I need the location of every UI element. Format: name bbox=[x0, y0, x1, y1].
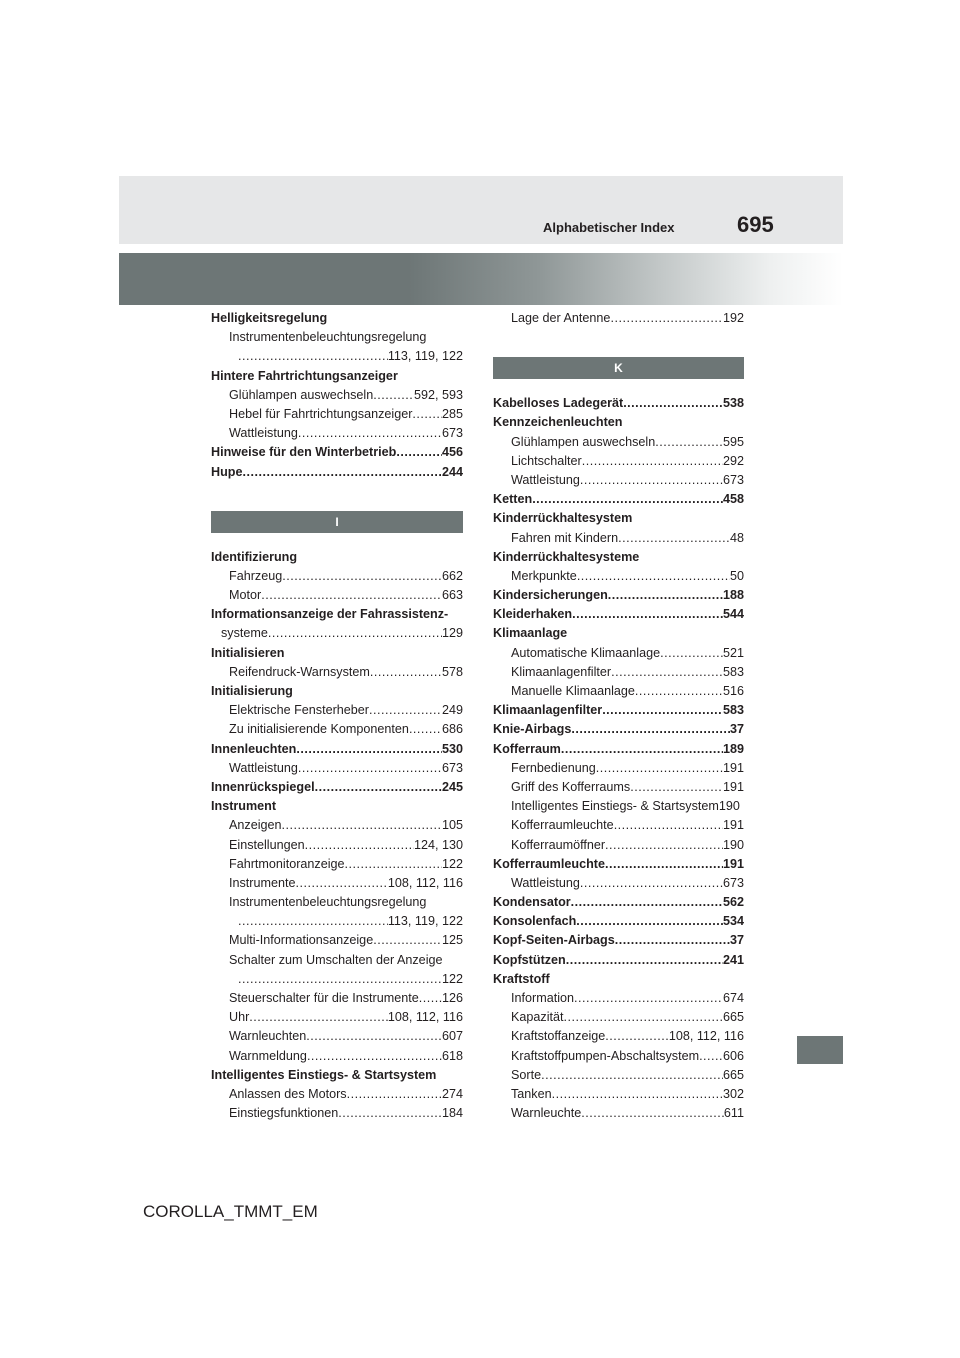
index-subentry bbox=[211, 1027, 463, 1046]
index-subentry bbox=[493, 836, 744, 855]
page-reference: 674 bbox=[722, 991, 744, 1005]
entry-label: Instrument bbox=[211, 799, 277, 814]
leader-dots bbox=[345, 855, 442, 874]
entry-label: Manuelle Klimaanlage bbox=[511, 684, 635, 698]
page-reference: 583 bbox=[722, 664, 744, 679]
entry-label: Instrumente bbox=[229, 875, 296, 890]
index-subentry bbox=[211, 836, 463, 855]
page-reference: 122 bbox=[441, 856, 463, 871]
entry-label: Wattleistung bbox=[511, 472, 580, 487]
leader-dots bbox=[615, 931, 730, 950]
leader-dots bbox=[699, 1047, 723, 1066]
page-reference: 611 bbox=[723, 1106, 744, 1121]
leader-dots bbox=[298, 759, 442, 778]
leader-dots bbox=[373, 931, 442, 950]
index-subentry bbox=[211, 912, 463, 931]
entry-label: Einstiegsfunktionen bbox=[229, 1106, 339, 1121]
leader-dots bbox=[298, 424, 442, 443]
index-subentry bbox=[211, 989, 463, 1008]
entry-label: Intelligentes Einstiegs- & Startsystem bbox=[211, 1067, 437, 1082]
entry-label: Klimaanlagenfilter bbox=[511, 664, 612, 679]
entry-label: Kopfstützen bbox=[493, 952, 566, 967]
page-reference: 191 bbox=[722, 818, 744, 833]
leader-dots bbox=[338, 1104, 442, 1123]
index-entry bbox=[211, 1066, 463, 1085]
page-reference: 244 bbox=[441, 464, 463, 479]
entry-label: Zu initialisierende Komponenten bbox=[229, 722, 409, 737]
entry-label: Fahrzeug bbox=[229, 568, 283, 583]
leader-dots bbox=[660, 644, 723, 663]
leader-dots bbox=[238, 912, 388, 931]
index-entry bbox=[211, 367, 463, 386]
leader-dots bbox=[561, 740, 723, 759]
entry-label: Sorte bbox=[511, 1067, 542, 1082]
entry-label: Kofferraumöffner bbox=[511, 837, 606, 852]
letter-header-k: K bbox=[493, 357, 744, 379]
leader-dots bbox=[238, 970, 442, 989]
entry-label: Kraftstoffpumpen-Abschaltsystem bbox=[511, 1048, 700, 1063]
index-entry bbox=[493, 740, 744, 759]
leader-dots bbox=[268, 624, 442, 643]
leader-dots bbox=[580, 874, 723, 893]
index-subentry bbox=[211, 586, 463, 605]
index-subentry bbox=[211, 931, 463, 950]
page-reference: 673 bbox=[722, 472, 744, 487]
page-reference: 191 bbox=[722, 760, 744, 775]
index-entry bbox=[493, 701, 744, 720]
index-entry bbox=[211, 443, 463, 462]
leader-dots bbox=[307, 1047, 442, 1066]
leader-dots bbox=[532, 490, 723, 509]
thumb-index-tab bbox=[797, 1036, 843, 1064]
leader-dots bbox=[370, 663, 442, 682]
page-reference: 37 bbox=[729, 933, 744, 948]
page-reference: 191 bbox=[722, 779, 744, 794]
page-reference: 665 bbox=[722, 1010, 744, 1025]
page-reference: 113, 119, 122 bbox=[387, 349, 463, 364]
page-reference: 285 bbox=[441, 406, 463, 421]
page-reference: 673 bbox=[441, 426, 463, 441]
entry-label: Fahrtmonitoranzeige bbox=[229, 856, 345, 871]
page-reference: 108, 112, 116 bbox=[387, 875, 463, 890]
index-block-continued bbox=[493, 309, 744, 328]
index-entry bbox=[211, 309, 463, 328]
index-entry bbox=[493, 509, 744, 528]
entry-label: Automatische Klimaanlage bbox=[511, 645, 661, 660]
index-entry bbox=[211, 778, 463, 797]
page-reference: 665 bbox=[722, 1067, 744, 1082]
leader-dots bbox=[605, 855, 723, 874]
entry-label: Steuerschalter für die Instrumente bbox=[229, 991, 419, 1005]
page-reference: 192 bbox=[722, 311, 744, 325]
index-subentry bbox=[493, 1104, 744, 1123]
entry-label: Kapazität bbox=[511, 1010, 564, 1025]
page-reference: 606 bbox=[722, 1048, 744, 1063]
entry-label: Lichtschalter bbox=[511, 453, 582, 468]
entry-label: Ketten bbox=[493, 492, 533, 507]
index-subentry bbox=[211, 567, 463, 586]
header-band bbox=[119, 176, 843, 244]
leader-dots bbox=[596, 759, 723, 778]
index-subentry bbox=[493, 816, 744, 835]
entry-label: Klimaanlage bbox=[493, 626, 568, 641]
page-reference: 105 bbox=[441, 818, 463, 833]
page-reference: 126 bbox=[441, 991, 463, 1005]
entry-label: Identifizierung bbox=[211, 549, 298, 564]
index-subentry bbox=[493, 778, 744, 797]
entry-label: Glühlampen auswechseln bbox=[511, 434, 656, 449]
index-entry bbox=[211, 548, 463, 567]
entry-label: Wattleistung bbox=[229, 426, 298, 441]
page-reference: 534 bbox=[722, 914, 744, 929]
page-reference: 190 bbox=[722, 837, 744, 852]
index-entry bbox=[493, 413, 744, 432]
leader-dots bbox=[282, 816, 442, 835]
index-block-i bbox=[211, 548, 463, 1124]
entry-label: Warnmeldung bbox=[229, 1048, 307, 1063]
index-subentry bbox=[211, 816, 463, 835]
index-subentry bbox=[211, 893, 463, 912]
page-reference: 241 bbox=[722, 952, 744, 967]
page-reference: 188 bbox=[722, 588, 744, 603]
entry-label: Elektrische Fensterheber bbox=[229, 703, 369, 718]
leader-dots bbox=[347, 1085, 442, 1104]
leader-dots bbox=[605, 836, 723, 855]
entry-label: Intelligentes Einstiegs- & Startsystem190 bbox=[511, 799, 740, 814]
section-title: Alphabetischer Index bbox=[543, 220, 675, 235]
decorative-gradient-band bbox=[119, 253, 843, 305]
entry-label: Kofferraumleuchte bbox=[511, 818, 614, 833]
entry-label: Glühlampen auswechseln bbox=[229, 387, 374, 402]
leader-dots bbox=[623, 394, 723, 413]
index-column-right bbox=[493, 309, 744, 1123]
entry-label: Initialisierung bbox=[211, 684, 293, 698]
entry-label: Knie-Airbags bbox=[493, 722, 572, 737]
index-subentry bbox=[211, 1008, 463, 1027]
entry-label: Kabelloses Ladegerät bbox=[493, 396, 624, 411]
index-entry bbox=[493, 394, 744, 413]
leader-dots bbox=[261, 586, 442, 605]
page-reference: 108, 112, 116 bbox=[668, 1029, 744, 1044]
entry-label: Fahren mit Kindern bbox=[511, 530, 619, 545]
index-subentry bbox=[493, 759, 744, 778]
leader-dots bbox=[655, 433, 723, 452]
page-reference: 125 bbox=[441, 933, 463, 948]
page-reference: 37 bbox=[729, 722, 744, 737]
index-entry bbox=[211, 797, 463, 816]
index-subentry bbox=[211, 970, 463, 989]
entry-label: Hintere Fahrtrichtungsanzeiger bbox=[211, 368, 398, 383]
index-subentry bbox=[211, 405, 463, 424]
page-reference: 122 bbox=[441, 971, 463, 986]
index-entry bbox=[493, 951, 744, 970]
index-entry bbox=[211, 463, 463, 482]
leader-dots bbox=[552, 1085, 723, 1104]
index-subentry bbox=[211, 874, 463, 893]
index-entry bbox=[493, 855, 744, 874]
index-subentry bbox=[211, 328, 463, 347]
entry-label: Motor bbox=[229, 588, 262, 603]
entry-label: Warnleuchte bbox=[511, 1106, 582, 1121]
page-reference: 583 bbox=[722, 703, 744, 718]
page-reference: 673 bbox=[441, 760, 463, 775]
entry-label: Hinweise für den Winterbetrieb bbox=[211, 445, 397, 460]
leader-dots bbox=[369, 701, 442, 720]
page-reference: 456 bbox=[441, 445, 463, 460]
index-subentry bbox=[493, 433, 744, 452]
leader-dots bbox=[580, 471, 723, 490]
leader-dots bbox=[296, 874, 388, 893]
index-entry bbox=[493, 970, 744, 989]
entry-label: Wattleistung bbox=[229, 760, 298, 775]
index-subentry bbox=[211, 386, 463, 405]
entry-label: Schalter zum Umschalten der Anzeige bbox=[229, 952, 443, 967]
index-subentry bbox=[211, 624, 463, 643]
entry-label: Warnleuchten bbox=[229, 1029, 307, 1044]
index-entry bbox=[493, 893, 744, 912]
leader-dots bbox=[238, 347, 388, 366]
index-entry bbox=[493, 624, 744, 643]
entry-label: Griff des Kofferraums bbox=[511, 779, 631, 794]
entry-label: Instrumentenbeleuchtungsregelung bbox=[229, 330, 427, 345]
index-subentry bbox=[493, 989, 744, 1008]
leader-dots bbox=[635, 682, 723, 701]
entry-label: Hebel für Fahrtrichtungsanzeiger bbox=[229, 406, 413, 421]
leader-dots bbox=[419, 989, 442, 1008]
page-reference: 48 bbox=[729, 530, 744, 545]
index-subentry bbox=[493, 1027, 744, 1046]
index-subentry bbox=[211, 701, 463, 720]
index-entry bbox=[211, 605, 463, 624]
leader-dots bbox=[409, 720, 442, 739]
entry-label: Uhr bbox=[229, 1010, 250, 1025]
page-reference: 249 bbox=[441, 703, 463, 718]
index-column-left bbox=[211, 309, 463, 1123]
index-subentry bbox=[493, 874, 744, 893]
page-reference: 292 bbox=[722, 453, 744, 468]
page-reference: 562 bbox=[722, 895, 744, 910]
leader-dots bbox=[305, 836, 414, 855]
index-entry bbox=[493, 548, 744, 567]
entry-label: Helligkeitsregelung bbox=[211, 311, 328, 325]
index-subentry bbox=[211, 663, 463, 682]
entry-label: Konsolenfach bbox=[493, 914, 577, 929]
entry-label: Multi-Informationsanzeige bbox=[229, 933, 374, 948]
entry-label: Kindersicherungen bbox=[493, 588, 608, 603]
leader-dots bbox=[618, 529, 730, 548]
entry-label: Kofferraum bbox=[493, 741, 561, 756]
letter-header-i: I bbox=[211, 511, 463, 533]
entry-label: Reifendruck-Warnsystem bbox=[229, 664, 370, 679]
leader-dots bbox=[602, 701, 723, 720]
page-reference: 184 bbox=[441, 1106, 463, 1121]
index-subentry bbox=[493, 1047, 744, 1066]
entry-label: Anlassen des Motors bbox=[229, 1086, 347, 1101]
page-reference: 245 bbox=[441, 779, 463, 794]
entry-label: Kinderrückhaltesysteme bbox=[493, 549, 640, 564]
entry-label: Tanken bbox=[511, 1086, 552, 1101]
index-subentry bbox=[211, 855, 463, 874]
entry-label: Informationsanzeige der Fahrassistenz- bbox=[211, 607, 449, 622]
entry-label: Kraftstoff bbox=[493, 971, 550, 986]
index-subentry bbox=[493, 529, 744, 548]
entry-label: Fernbedienung bbox=[511, 760, 596, 775]
entry-label: Kleiderhaken bbox=[493, 607, 573, 622]
leader-dots bbox=[581, 1104, 724, 1123]
leader-dots bbox=[566, 951, 723, 970]
entry-label: Klimaanlagenfilter bbox=[493, 703, 603, 718]
page-reference: 50 bbox=[729, 568, 744, 583]
index-entry bbox=[493, 912, 744, 931]
entry-label: Anzeigen bbox=[229, 818, 282, 833]
index-subentry bbox=[211, 1085, 463, 1104]
leader-dots bbox=[373, 386, 414, 405]
leader-dots bbox=[564, 1008, 723, 1027]
page-reference: 516 bbox=[722, 684, 744, 698]
entry-label: Lage der Antenne bbox=[511, 311, 611, 325]
index-entry bbox=[493, 586, 744, 605]
entry-label: Kofferraumleuchte bbox=[493, 856, 605, 871]
index-entry bbox=[493, 931, 744, 950]
page-reference: 578 bbox=[441, 664, 463, 679]
entry-label: Innenleuchten bbox=[211, 741, 297, 756]
index-subentry bbox=[493, 1008, 744, 1027]
index-subentry bbox=[211, 720, 463, 739]
index-subentry bbox=[211, 759, 463, 778]
index-subentry bbox=[211, 347, 463, 366]
page-reference: 108, 112, 116 bbox=[387, 1010, 463, 1025]
page-reference: 191 bbox=[722, 856, 744, 871]
leader-dots bbox=[572, 605, 723, 624]
leader-dots bbox=[282, 567, 442, 586]
leader-dots bbox=[608, 586, 723, 605]
page-reference: 458 bbox=[722, 492, 744, 507]
index-subentry bbox=[493, 797, 744, 816]
page-reference: 189 bbox=[722, 741, 744, 756]
leader-dots bbox=[412, 405, 442, 424]
index-subentry bbox=[493, 682, 744, 701]
page-reference: 521 bbox=[722, 645, 744, 660]
page-reference: 274 bbox=[441, 1086, 463, 1101]
index-subentry bbox=[493, 471, 744, 490]
leader-dots bbox=[396, 443, 442, 462]
document-code: COROLLA_TMMT_EM bbox=[143, 1202, 318, 1221]
index-block-k bbox=[493, 394, 744, 1123]
index-entry bbox=[211, 644, 463, 663]
entry-label: Kraftstoffanzeige bbox=[511, 1029, 606, 1044]
leader-dots bbox=[605, 1027, 669, 1046]
leader-dots bbox=[574, 989, 723, 1008]
index-entry bbox=[493, 720, 744, 739]
page-reference: 538 bbox=[722, 396, 744, 411]
page-reference: 595 bbox=[722, 434, 744, 449]
leader-dots bbox=[576, 912, 723, 931]
page-reference: 124, 130 bbox=[413, 837, 463, 852]
page-number: 695 bbox=[737, 212, 774, 237]
leader-dots bbox=[614, 816, 723, 835]
index-block-h bbox=[211, 309, 463, 482]
entry-label: Einstellungen bbox=[229, 837, 305, 852]
entry-label: Kennzeichenleuchten bbox=[493, 415, 623, 430]
leader-dots bbox=[611, 663, 723, 682]
leader-dots bbox=[610, 309, 723, 328]
entry-label: Kinderrückhaltesystem bbox=[493, 511, 633, 526]
page-reference: 592, 593 bbox=[413, 387, 463, 402]
page-reference: 663 bbox=[441, 588, 463, 603]
leader-dots bbox=[571, 720, 730, 739]
page-reference: 544 bbox=[722, 607, 744, 622]
index-subentry bbox=[211, 1104, 463, 1123]
leader-dots bbox=[541, 1066, 723, 1085]
page-reference: 686 bbox=[441, 722, 463, 737]
index-subentry bbox=[493, 309, 744, 328]
page-reference: 673 bbox=[722, 875, 744, 890]
leader-dots bbox=[296, 740, 442, 759]
index-subentry bbox=[493, 452, 744, 471]
index-subentry bbox=[493, 663, 744, 682]
entry-label: Innenrückspiegel bbox=[211, 779, 315, 794]
leader-dots bbox=[249, 1008, 388, 1027]
entry-label: systeme bbox=[221, 626, 268, 641]
index-subentry bbox=[493, 644, 744, 663]
entry-label: Hupe bbox=[211, 464, 243, 479]
index-subentry bbox=[493, 1066, 744, 1085]
leader-dots bbox=[577, 567, 730, 586]
entry-label: Information bbox=[511, 991, 574, 1005]
page-reference: 618 bbox=[441, 1048, 463, 1063]
page-reference: 129 bbox=[441, 626, 463, 641]
entry-label: Instrumentenbeleuchtungsregelung bbox=[229, 895, 427, 910]
page-reference: 662 bbox=[441, 568, 463, 583]
index-subentry bbox=[493, 1085, 744, 1104]
leader-dots bbox=[630, 778, 723, 797]
page-reference: 302 bbox=[722, 1086, 744, 1101]
entry-label: Kopf-Seiten-Airbags bbox=[493, 933, 615, 948]
leader-dots bbox=[315, 778, 442, 797]
page-reference: 607 bbox=[441, 1029, 463, 1044]
entry-label: Wattleistung bbox=[511, 875, 580, 890]
index-entry bbox=[493, 490, 744, 509]
entry-label: Merkpunkte bbox=[511, 568, 577, 583]
index-subentry bbox=[211, 951, 463, 970]
index-entry bbox=[493, 605, 744, 624]
entry-label: Kondensator bbox=[493, 895, 571, 910]
page-reference: 113, 119, 122 bbox=[387, 914, 463, 929]
index-entry bbox=[211, 740, 463, 759]
index-subentry bbox=[211, 1047, 463, 1066]
index-entry bbox=[211, 682, 463, 701]
leader-dots bbox=[582, 452, 723, 471]
page-reference: 530 bbox=[441, 741, 463, 756]
entry-label: Initialisieren bbox=[211, 645, 285, 660]
index-subentry bbox=[493, 567, 744, 586]
leader-dots bbox=[242, 463, 442, 482]
leader-dots bbox=[571, 893, 723, 912]
leader-dots bbox=[306, 1027, 442, 1046]
index-subentry bbox=[211, 424, 463, 443]
